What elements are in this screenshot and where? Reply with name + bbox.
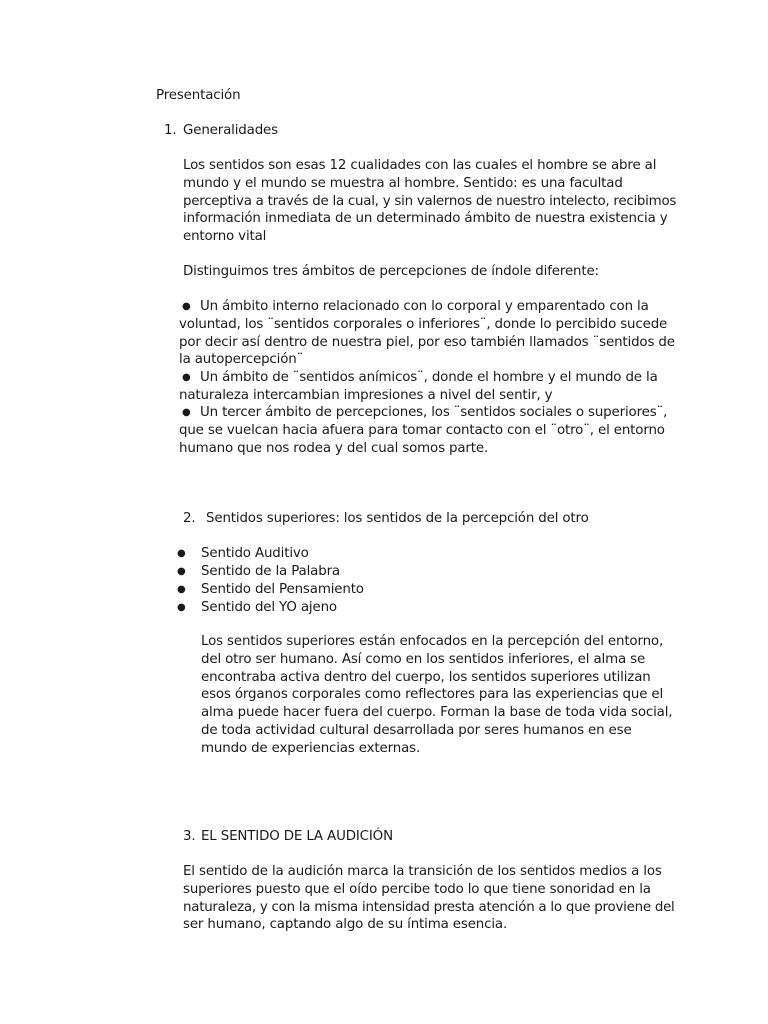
text-line: de toda actividad cultural desarrollada por seres humanos en ese — [201, 722, 632, 738]
list-item: Sentido Auditivo — [201, 546, 309, 561]
list-item — [179, 369, 669, 405]
bullet-icon: ● — [177, 584, 186, 595]
bullet-icon: ● — [182, 301, 191, 312]
text-line: del otro ser humano. Así como en los sentidos inferiores, el alma se — [201, 651, 646, 667]
section1-number: 1. — [164, 123, 177, 138]
text-line: alma puede hacer fuera del cuerpo. Forman la base de toda vida social, — [201, 705, 673, 721]
bullet-icon: ● — [177, 548, 186, 559]
text-line: humano que nos rodea y del cual somos parte. — [179, 440, 489, 456]
text-line: naturaleza, y con la misma intensidad presta atención a lo que proviene del — [183, 899, 675, 915]
text-line: mundo y el mundo se muestra al hombre. Sentido: es una facultad — [183, 175, 623, 191]
bullet-icon: ● — [177, 602, 186, 613]
text-line: esos órganos corporales como reflectores para las experiencias que el — [201, 687, 664, 703]
bullet-icon: ● — [182, 372, 191, 383]
text-line: Los sentidos son esas 12 cualidades con las cuales el hombre se abre al — [183, 158, 657, 173]
document-title: Presentación — [156, 88, 241, 103]
bullet-icon: ● — [182, 407, 191, 418]
text-line: Un ámbito de ¨sentidos anímicos¨, donde el hombre y el mundo de la — [200, 370, 658, 385]
list-item — [179, 404, 669, 457]
bullet-icon: ● — [177, 566, 186, 577]
section2-number: 2. — [183, 511, 196, 526]
section2-heading: Sentidos superiores: los sentidos de la percepción del otro — [206, 511, 589, 526]
section1-paragraph — [183, 157, 677, 246]
text-line: naturaleza intercambian impresiones a nivel del sentir, y — [179, 387, 553, 403]
text-line: superiores puesto que el oído percibe todo lo que tiene sonoridad en la — [183, 881, 651, 897]
section1-intro-sentence: Distinguimos tres ámbitos de percepciones de índole diferente: — [183, 264, 599, 279]
text-line: ser humano, captando algo de su íntima esencia. — [183, 917, 508, 933]
text-line: información inmediata de un determinado ámbito de nuestra existencia y — [183, 211, 668, 227]
section3-heading: EL SENTIDO DE LA AUDICIÓN — [201, 829, 393, 844]
section1-heading: Generalidades — [183, 123, 278, 138]
text-line: Un ámbito interno relacionado con lo corporal y emparentado con la — [200, 299, 649, 314]
section3-number: 3. — [183, 829, 196, 844]
list-item: Sentido del YO ajeno — [201, 600, 337, 615]
text-line: por decir así dentro de nuestra piel, por eso también llamados ¨sentidos de — [179, 334, 675, 350]
text-line: la autopercepción¨ — [179, 352, 304, 368]
text-line: perceptiva a través de la cual, y sin valernos de nuestro intelecto, recibimos — [183, 193, 677, 209]
section3-paragraph — [183, 863, 673, 934]
section2-paragraph — [201, 633, 671, 758]
text-line: voluntad, los ¨sentidos corporales o inferiores¨, donde lo percibido sucede — [179, 316, 668, 332]
text-line: Los sentidos superiores están enfocados en la percepción del entorno, — [201, 634, 664, 649]
text-line: Un tercer ámbito de percepciones, los ¨sentidos sociales o superiores¨, — [200, 405, 668, 420]
list-item: Sentido de la Palabra — [201, 564, 340, 579]
list-item — [179, 298, 675, 369]
list-item: Sentido del Pensamiento — [201, 582, 364, 597]
text-line: entorno vital — [183, 229, 267, 245]
text-line: encontraba activa dentro del cuerpo, los sentidos superiores utilizan — [201, 669, 651, 685]
text-line: El sentido de la audición marca la transición de los sentidos medios a los — [183, 864, 662, 879]
text-line: que se vuelcan hacia afuera para tomar contacto con el ¨otro¨, el entorno — [179, 422, 665, 438]
text-line: mundo de experiencias externas. — [201, 740, 421, 756]
